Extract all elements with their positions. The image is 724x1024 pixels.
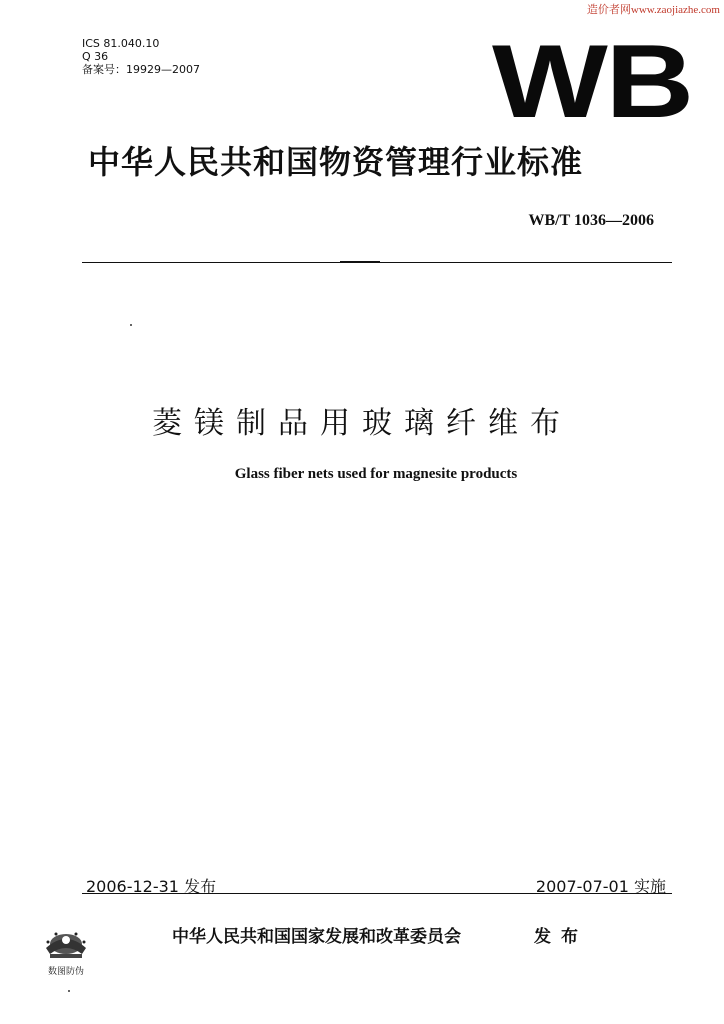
scan-speck xyxy=(130,324,132,326)
header-divider-accent xyxy=(340,261,380,263)
standard-number: WB/T 1036—2006 xyxy=(528,212,654,229)
org-title: 中华人民共和国物资管理行业标准 xyxy=(88,143,584,181)
classification-block xyxy=(82,37,200,76)
wb-logo: WB xyxy=(492,24,692,140)
implement-date: 2007-07-01 实施 xyxy=(535,877,666,896)
filing-number: 备案号：19929—2007 xyxy=(82,63,200,76)
watermark-text: 造价者网www.zaojiazhe.com xyxy=(586,4,720,16)
ccs-code: Q 36 xyxy=(82,50,109,63)
publish-label: 发布 xyxy=(534,927,588,947)
document-title-en: Glass fiber nets used for magnesite products xyxy=(234,466,518,482)
footer-divider xyxy=(82,893,672,894)
ics-code: ICS 81.040.10 xyxy=(82,37,160,50)
document-title-cn: 菱镁制品用玻璃纤维布 xyxy=(152,406,572,441)
emblem-caption: 数图防伪 xyxy=(47,967,85,977)
issuer-name: 中华人民共和国国家发展和改革委员会 xyxy=(172,927,461,947)
issue-date: 2006-12-31 发布 xyxy=(86,877,217,896)
scan-speck xyxy=(68,990,70,992)
anti-counterfeit-emblem-icon xyxy=(36,926,96,984)
